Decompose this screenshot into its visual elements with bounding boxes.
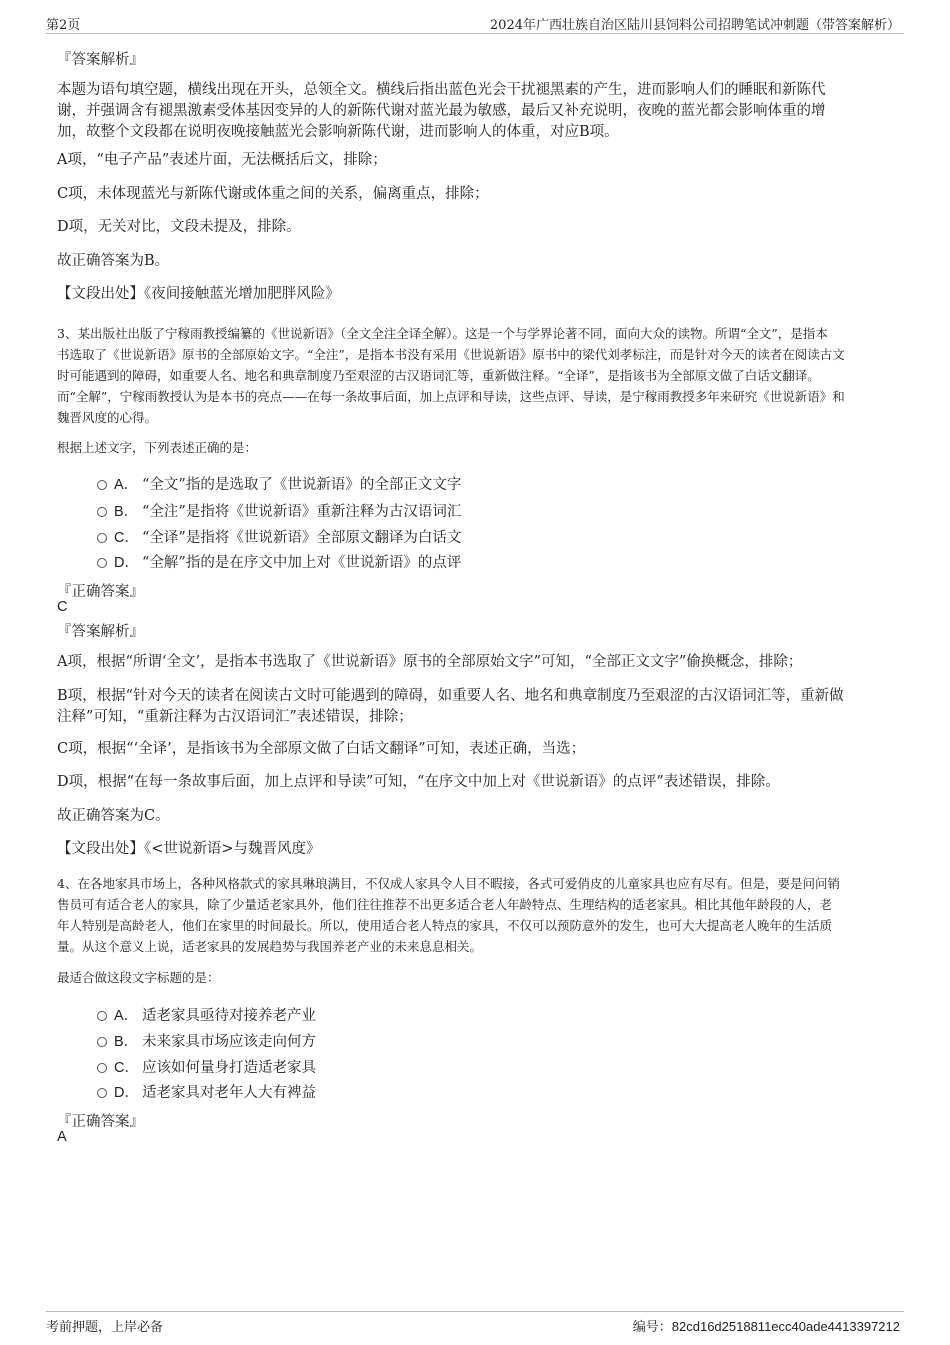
question-4-option-b[interactable] [97, 1030, 316, 1051]
page-number: 第2页 [46, 18, 81, 33]
analysis-line: 加，故整个文段都在说明夜晚接触蓝光会影响新陈代谢，进而影响人的体重，对应B项。 [57, 124, 619, 140]
analysis-note-b [57, 686, 907, 728]
document-code [633, 1316, 900, 1335]
analysis-line: 谢，并强调含有褪黑激素受体基因变异的人的新陈代谢对蓝光最为敏感，最后又补充说明，夜晚的蓝光都会影响体重的增 [57, 103, 826, 119]
analysis-line: 本题为语句填空题，横线出现在开头，总领全文。横线后指出蓝色光会干扰褪黑素的产生，进而影响人们的睡眠和新陈代 [57, 82, 826, 98]
passage-line: 4、在各地家具市场上，各种风格款式的家具琳琅满目，不仅成人家具令人目不暇接，各式可爱俏皮的儿童家具也应有尽有。但是，要是问问销 [57, 876, 840, 891]
correct-answer-value: A [57, 1129, 67, 1145]
passage-source: 【文段出处】《<世说新语>与魏晋风度》 [57, 841, 321, 857]
document-title: 2024年广西壮族自治区陆川县饲料公司招聘笔试冲刺题（带答案解析） [489, 18, 900, 33]
analysis-note-c: C项，根据“‘全译’，是指该书为全部原文做了白话文翻译”可知，表述正确，当选； [57, 741, 586, 757]
analysis-line: B项，根据“针对今天的读者在阅读古文时可能遇到的障碍，如重要人名、地名和典章制度乃至艰涩的古汉语词汇等，重新做 [57, 688, 844, 704]
question-3-option-a[interactable] [97, 473, 461, 494]
page-footer [46, 1311, 904, 1337]
analysis-note-d: D项，无关对比，文段未提及，排除。 [57, 219, 301, 235]
radio-icon[interactable] [97, 1063, 107, 1073]
page-header [46, 12, 904, 34]
radio-icon[interactable] [97, 533, 107, 543]
radio-icon[interactable] [97, 507, 107, 517]
analysis-note-c: C项，未体现蓝光与新陈代谢或体重之间的关系，偏离重点，排除； [57, 186, 489, 202]
question-4-prompt: 最适合做这段文字标题的是： [57, 970, 220, 985]
option-letter: A． [114, 477, 139, 493]
answer-analysis-label: 『答案解析』 [57, 624, 144, 640]
option-letter: C． [114, 1060, 139, 1076]
analysis-note-a: A项，“电子产品”表述片面，无法概括后文，排除； [57, 152, 387, 168]
option-text: “全注”是指将《世说新语》重新注释为古汉语词汇 [142, 504, 462, 520]
passage-line: 时可能遇到的障碍，如重要人名、地名和典章制度乃至艰涩的古汉语词汇等，重新做注释。“全译”，是指该书为全部原文做了白话文翻译。 [57, 368, 820, 383]
correct-answer-statement: 故正确答案为B。 [57, 253, 170, 269]
question-4-passage [57, 873, 907, 957]
answer-analysis-label: 『答案解析』 [57, 52, 144, 68]
correct-answer-label: 『正确答案』 [57, 584, 144, 600]
option-letter: B． [114, 1034, 139, 1050]
question-3-prompt: 根据上述文字，下列表述正确的是： [57, 440, 258, 455]
passage-source: 【文段出处】《夜间接触蓝光增加肥胖风险》 [57, 286, 340, 302]
option-text: “全文”指的是选取了《世说新语》的全部正文文字 [142, 477, 462, 493]
question-3-passage [57, 323, 907, 428]
passage-line: 年人特别是高龄老人，他们在家里的时间最长。所以，使用适合老人特点的家具，不仅可以预防意外的发生，也可大大提高老人晚年的生活质 [57, 918, 833, 933]
option-letter: D． [114, 1085, 139, 1101]
correct-answer-statement: 故正确答案为C。 [57, 808, 170, 824]
option-text: “全译”是指将《世说新语》全部原文翻译为白话文 [142, 530, 462, 546]
passage-line: 而“全解”，宁稼雨教授认为是本书的亮点——在每一条故事后面，加上点评和导读，这些点评、导读，是宁稼雨教授多年来研究《世说新语》和 [57, 389, 845, 404]
code-label: 编号： [632, 1320, 672, 1335]
radio-icon[interactable] [97, 1011, 107, 1021]
passage-line: 售员可有适合老人的家具，除了少量适老家具外，他们往往推荐不出更多适合老人年龄特点、生理结构的适老家具。相比其他年龄段的人，老 [57, 897, 833, 912]
option-text: 未来家具市场应该走向何方 [142, 1034, 316, 1050]
question-3-option-c[interactable] [97, 526, 461, 547]
option-text: 应该如何量身打造适老家具 [142, 1060, 316, 1076]
option-text: 适老家具对老年人大有裨益 [142, 1085, 316, 1101]
radio-icon[interactable] [97, 1088, 107, 1098]
answer-analysis-text [57, 80, 907, 143]
option-letter: A． [114, 1008, 139, 1024]
passage-line: 书选取了《世说新语》原书的全部原始文字。“全注”，是指本书没有采用《世说新语》原书中的梁代刘孝标注，而是针对今天的读者在阅读古文 [57, 347, 845, 362]
code-value: 82cd16d2518811ecc40ade4413397212 [671, 1319, 900, 1334]
question-4-option-d[interactable] [97, 1081, 316, 1102]
radio-icon[interactable] [97, 558, 107, 568]
question-3-option-b[interactable] [97, 500, 461, 521]
analysis-line: 注释”可知，“重新注释为古汉语词汇”表述错误，排除； [57, 709, 413, 725]
option-letter: D． [114, 555, 139, 571]
footer-slogan: 考前押题，上岸必备 [46, 1320, 164, 1335]
question-3-option-d[interactable] [97, 551, 461, 572]
option-text: “全解”指的是在序文中加上对《世说新语》的点评 [142, 555, 462, 571]
question-4-option-c[interactable] [97, 1056, 316, 1077]
passage-line: 量。从这个意义上说，适老家具的发展趋势与我国养老产业的未来息息相关。 [57, 939, 483, 954]
question-4-option-a[interactable] [97, 1004, 316, 1025]
passage-line: 魏晋风度的心得。 [57, 410, 158, 425]
passage-line: 3、某出版社出版了宁稼雨教授编纂的《世说新语》（全文全注全译全解）。这是一个与学界论著不同，面向大众的读物。所谓“全文”，是指本 [57, 326, 828, 341]
correct-answer-label: 『正确答案』 [57, 1114, 144, 1130]
analysis-note-d: D项，根据“在每一条故事后面，加上点评和导读”可知，“在序文中加上对《世说新语》的点评”表述错误，排除。 [57, 774, 780, 790]
analysis-note-a: A项，根据“所谓‘全文’，是指本书选取了《世说新语》原书的全部原始文字”可知，“全部正文文字”偷换概念，排除； [57, 654, 803, 670]
option-text: 适老家具亟待对接养老产业 [142, 1008, 316, 1024]
radio-icon[interactable] [97, 1037, 107, 1047]
option-letter: C． [114, 530, 139, 546]
radio-icon[interactable] [97, 480, 107, 490]
correct-answer-value: C [57, 599, 68, 615]
option-letter: B． [114, 504, 139, 520]
